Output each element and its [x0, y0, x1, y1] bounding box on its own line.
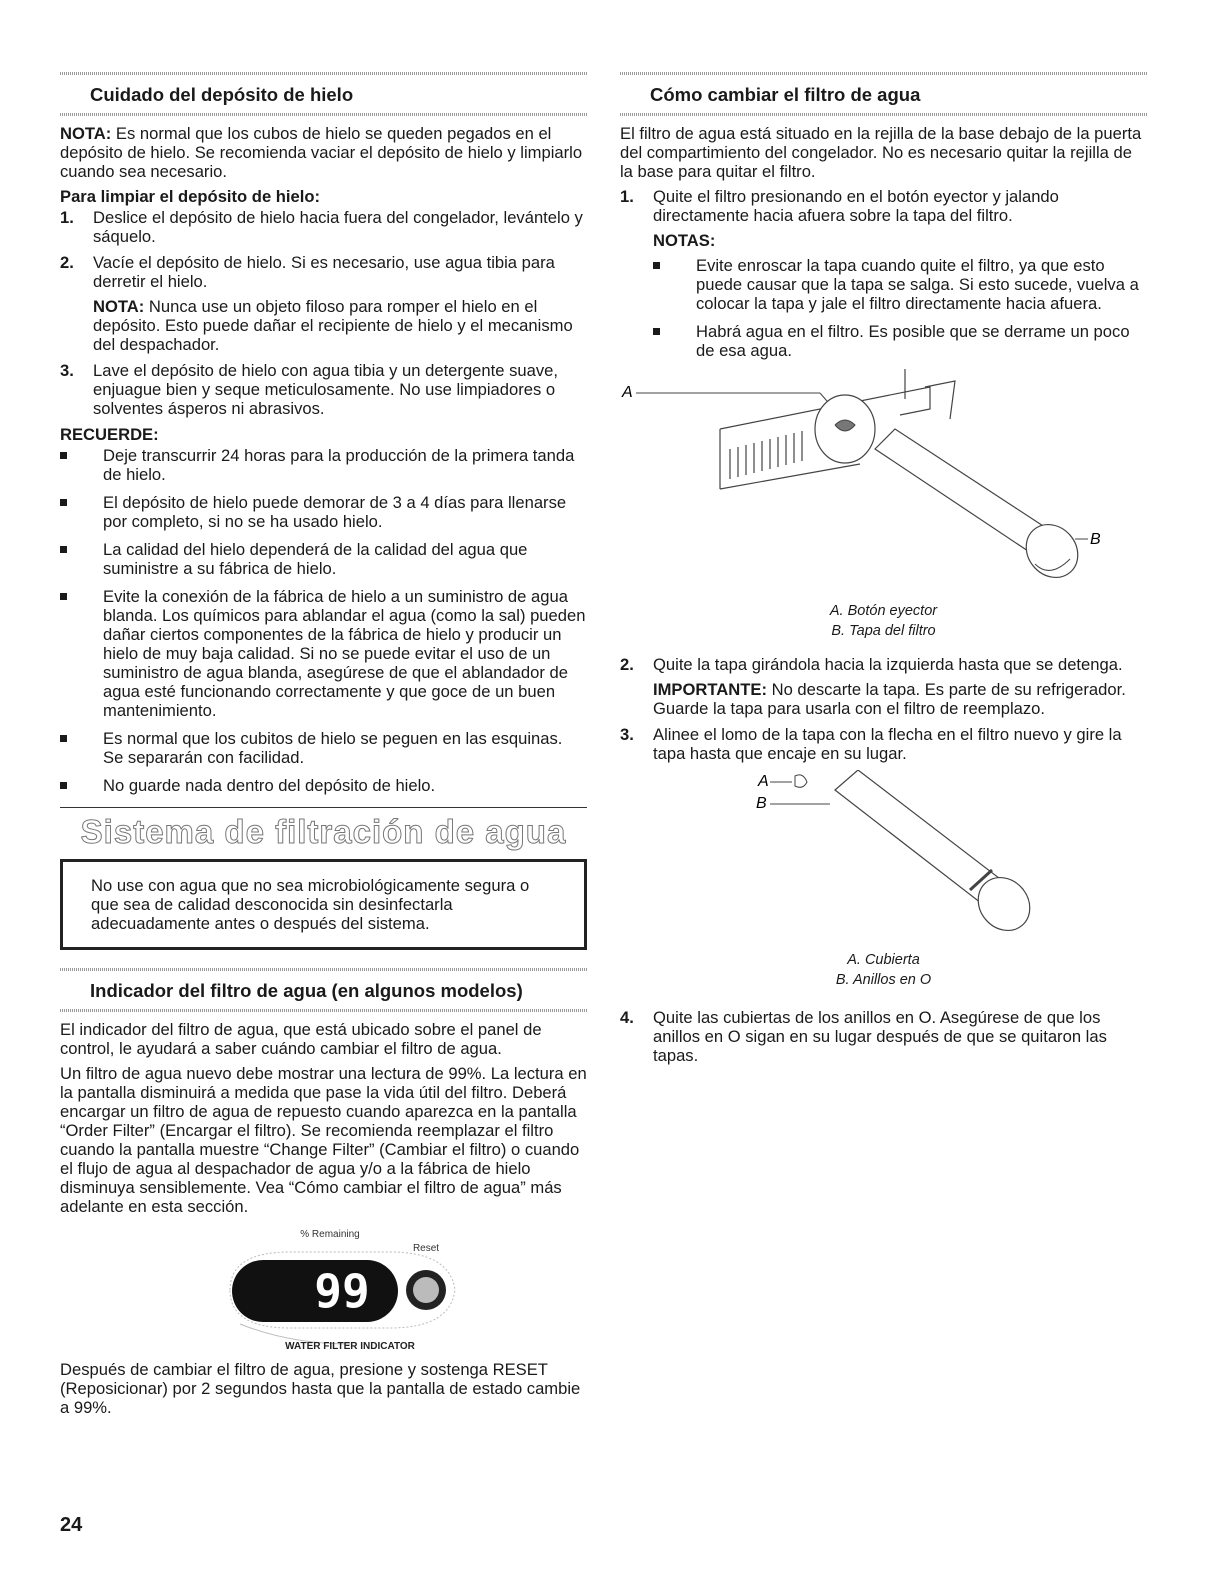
- intro-paragraph: El filtro de agua está situado en la rejilla de la base debajo de la puerta del compartimiento del congelador. No es necesario quitar la rejilla de la base para quitar el filtro.: [620, 124, 1142, 181]
- step-note: NOTA: Nunca use un objeto filoso para romper el hielo en el depósito. Esto puede dañar el recipiente de hielo y el mecanismo del despachador.: [93, 297, 573, 354]
- filter-steps-final: [620, 1008, 1147, 1065]
- step-item: 1. Deslice el depósito de hielo hacia fuera del congelador, levántelo y sáquelo.: [60, 208, 583, 246]
- indicator-paragraph-1: El indicador del filtro de agua, que está ubicado sobre el panel de control, le ayudará a saber cuándo cambiar el filtro de agua.: [60, 1020, 542, 1058]
- ice-bin-heading: Cuidado del depósito de hielo: [90, 84, 354, 105]
- notes-list: [653, 256, 1147, 360]
- left-column: [60, 72, 587, 1423]
- step-item: 1. Quite el filtro presionando en el botón eyector y jalando directamente hacia afuera sobre la tapa del filtro. NOTAS: Evite enroscar la tapa cuando quite el filtro, ya que esto puede causar que la tapa se salga. Si esto sucede, vuelva a colocar la tapa y jale el filtro directamente hacia afuera. Habrá agua en el filtro. Es posible que se derrame un poco de esa agua.: [620, 187, 1147, 360]
- cleaning-steps: [60, 208, 587, 418]
- section-header-change-filter: [620, 72, 1147, 116]
- right-column: [620, 72, 1147, 1072]
- figure-caption: A. Botón eyector B. Tapa del filtro: [829, 603, 938, 639]
- new-filter-figure: [620, 770, 1147, 950]
- list-item: La calidad del hielo dependerá de la calidad del agua que suministre a su fábrica de hielo.: [60, 540, 587, 578]
- list-item: Deje transcurrir 24 horas para la producción de la primera tanda de hielo.: [60, 446, 587, 484]
- step-item: 2. Vacíe el depósito de hielo. Si es necesario, use agua tibia para derretir el hielo. NOTA: Nunca use un objeto filoso para romper el hielo en el depósito. Esto puede dañar el recipiente de hielo y el mecanismo del despachador.: [60, 253, 587, 354]
- water-filter-indicator-figure: [60, 1222, 587, 1352]
- indicator-paragraph-2: Un filtro de agua nuevo debe mostrar una lectura de 99%. La lectura en la pantalla disminuirá a medida que pase la vida útil del filtro. Deberá encargar un filtro de agua de repuesto cuando aparezca en la pantalla “Order Filter” (Encargar el filtro). Se recomienda reemplazar el filtro cuando la pantalla muestre “Change Filter” (Cambiar el filtro) o cuando el flujo de agua al despachador de agua y/o a la fábrica de hielo disminuya sensiblemente. Vea “Cómo cambiar el filtro de agua” más adelante en esta sección.: [60, 1064, 587, 1216]
- notes-label: NOTAS:: [653, 231, 716, 250]
- step-item: 3. Alinee el lomo de la tapa con la flecha en el filtro nuevo y gire la tapa hasta que encaje en su lugar.: [620, 725, 1122, 763]
- divider: [60, 807, 587, 808]
- figure-caption: A. Cubierta B. Anillos en O: [835, 952, 932, 988]
- change-filter-heading: Cómo cambiar el filtro de agua: [650, 84, 921, 105]
- label-b: B: [756, 795, 767, 812]
- list-item: Evite enroscar la tapa cuando quite el filtro, ya que esto puede causar que la tapa se salga. Si esto sucede, vuelva a colocar la tapa y jale el filtro directamente hacia afuera.: [653, 256, 1147, 313]
- section-header-ice-bin: [60, 72, 587, 116]
- remember-list: [60, 446, 587, 795]
- display-value: 99: [314, 1264, 370, 1318]
- indicator-label: WATER FILTER INDICATOR: [285, 1341, 415, 1352]
- note-paragraph: [60, 124, 587, 181]
- filter-steps-continued: [620, 655, 1147, 763]
- warning-box: No use con agua que no sea microbiológicamente segura o que sea de calidad desconocida sin desinfectarla adecuadamente antes o después del sistema.: [60, 859, 587, 950]
- list-item: No guarde nada dentro del depósito de hielo.: [60, 776, 587, 795]
- important-note: IMPORTANTE: No descarte la tapa. Es parte de su refrigerador. Guarde la tapa para usarla con el filtro de reemplazo.: [653, 680, 1126, 718]
- label-a: A: [622, 384, 633, 401]
- list-item: Evite la conexión de la fábrica de hielo a un suministro de agua blanda. Los químicos para ablandar el agua (como la sal) pueden dañar ciertos componentes de la fábrica de hielo y producir un hielo de muy baja calidad. Si no se puede evitar el uso de un suministro de agua blanda, asegúrese de que el ablandador de agua esté funcionando correctamente y que goce de un buen mantenimiento.: [60, 587, 587, 720]
- list-item: El depósito de hielo puede demorar de 3 a 4 días para llenarse por completo, si no se ha usado hielo.: [60, 493, 587, 531]
- step-item: 3. Lave el depósito de hielo con agua tibia y un detergente suave, enjuague bien y seque meticulosamente. No use limpiadores o solventes ásperos ni abrasivos.: [60, 361, 558, 418]
- note-text: Es normal que los cubos de hielo se queden pegados en el depósito de hielo. Se recomienda vaciar el depósito de hielo y limpiarlo cuando sea necesario.: [60, 124, 583, 181]
- label-a: A: [758, 773, 769, 790]
- remember-label: RECUERDE:: [60, 425, 159, 444]
- indicator-paragraph-3: Después de cambiar el filtro de agua, presione y sostenga RESET (Reposicionar) por 2 segundos hasta que la pantalla de estado cambie a 99%.: [60, 1360, 581, 1417]
- remaining-label: % Remaining: [300, 1229, 360, 1240]
- note-label: NOTA:: [60, 124, 112, 143]
- step-item: 2. Quite la tapa girándola hacia la izquierda hasta que se detenga. IMPORTANTE: No descarte la tapa. Es parte de su refrigerador. Guarde la tapa para usarla con el filtro de reemplazo.: [620, 655, 1147, 718]
- label-b: B: [1090, 531, 1101, 548]
- section-header-indicator: [60, 968, 587, 1012]
- clean-subheading: Para limpiar el depósito de hielo:: [60, 187, 321, 206]
- system-title: Sistema de filtración de agua: [80, 813, 567, 850]
- step-item: 4. Quite las cubiertas de los anillos en O. Asegúrese de que los anillos en O sigan en su lugar después de que se quitaron las tapas.: [620, 1008, 1107, 1065]
- filter-steps: [620, 187, 1147, 360]
- list-item: Habrá agua en el filtro. Es posible que se derrame un poco de esa agua.: [653, 322, 1147, 360]
- reset-label: Reset: [412, 1243, 440, 1254]
- list-item: Es normal que los cubitos de hielo se peguen en las esquinas. Se separarán con facilidad.: [60, 729, 587, 767]
- filter-removal-figure: [620, 369, 1147, 609]
- page-number: 24: [60, 1514, 83, 1536]
- indicator-heading: Indicador del filtro de agua (en algunos modelos): [90, 980, 523, 1001]
